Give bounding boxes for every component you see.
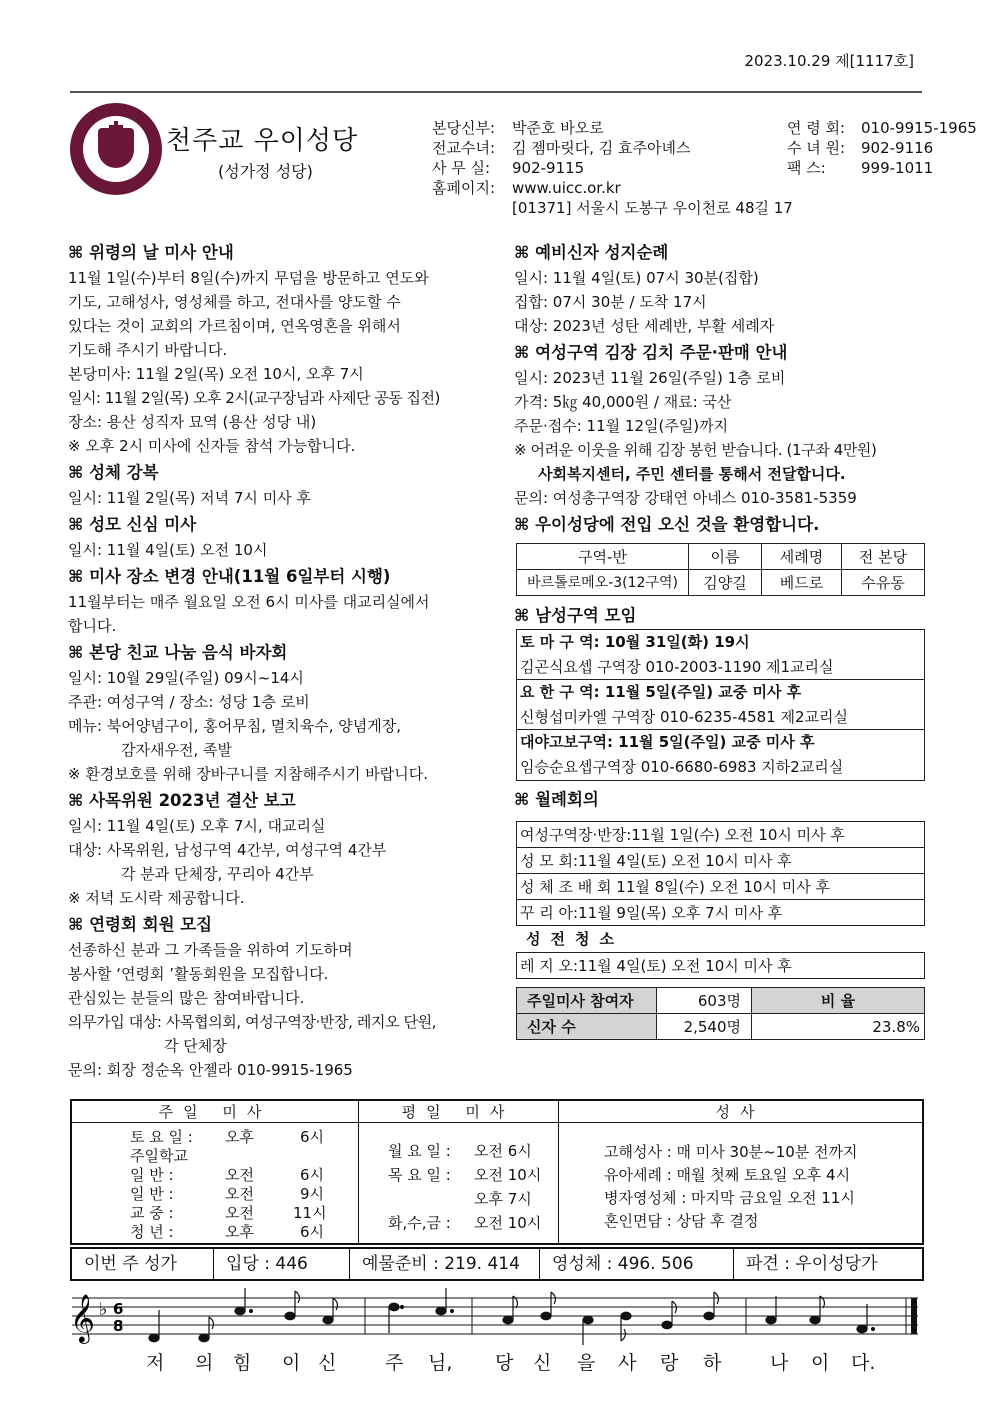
weekday-mass-list: 월 요 일 : 오전 6시 목 요 일 : 오전 10시 오후 7시 화,수,금 : 오전 10시 [388,1142,542,1232]
cleaning-table [516,952,925,979]
section-title: ⌘ 사목위원 2023년 결산 보고 [68,791,296,810]
section-mark-icon: ⌘ [68,791,90,810]
attendance-stats: 주일미사 참여자 603명 비 율 신자 수 2,540명 23.8% [516,987,925,1040]
svg-text:6: 6 [113,1300,124,1318]
section-mark-icon: ⌘ [514,790,536,809]
section-mark-icon: ⌘ [68,515,90,534]
svg-text:8: 8 [113,1317,124,1335]
sunday-mass-title: 주일 미사 [72,1101,358,1123]
treble-clef-icon: 𝄞 [70,1293,95,1342]
new-parishioner-table: 구역-반 이름 세례명 전 본당 바르톨로메오-3(12구역) 김양길 베드로 수유동 [516,543,925,596]
table-row: 레 지 오:11월 4일(토) 오전 10시 미사 후 [517,953,925,979]
left-column: ⌘ 위령의 날 미사 안내 11월 1일(수)부터 8일(수)까지 무덤을 방문하고 연도와 기도, 고해성사, 영성체를 하고, 전대사를 양도할 수 있다는 것이 교회의 가르침이며, 연옥영혼을 위해서 기도해 주시기 바랍니다. 본당미사: 11월 2일(목) 오전 10시, 오후 7시 일시: 11월 2일(목) 오후 2시(교구장님과 사제단 공동 집전) 장소: 용산 성직자 묘역 (용산 성당 내) ※ 오후 2시 미사에 신자들 참석 가능합니다. ⌘ 성체 강복 일시: 11월 2일(목) 저녁 7시 미사 후 ⌘ 성모 신심 미사 일시: 11월 4일(토) 오전 10시 ⌘ 미사 장소 변경 안내(11월 6일부터 시행) 11월부터는 매주 월요일 오전 6시 미사를 대교리실에서 합니다. ⌘ 본당 친교 나눔 음식 바자회 일시: 10월 29일(주일) 09시~14시 주관: 여성구역 / 장소: 성당 1층 로비 메뉴: 북어양념구이, 홍어무침, 멸치육수, 양념게장, 감자새우전, 족발 ※ 환경보호를 위해 장바구니를 지참해주시기 바랍니다. ⌘ 사목위원 2023년 결산 보고 일시: 11월 4일(토) 오후 7시, 대교리실 대상: 사목위원, 남성구역 4간부, 여성구역 4간부 각 분과 단체장, 꾸리아 4간부 ※ 저녁 도시락 제공합니다. ⌘ 연령회 회원 모집 선종하신 분과 그 가족들을 위하여 기도하며 봉사할 ‘연령회 ’활동회원을 모집합니다. 관심있는 분들의 많은 참여바랍니다. 의무가입 대상: 사목협의회, 여성구역장·반장, 레지오 단원, 각 단체장 문의: 회장 정순옥 안젤라 010-9915-1965 [68,238,482,1082]
hymn-offertory: 예물준비 : 219. 414 [350,1249,540,1279]
hymn-entrance: 입당 : 446 [214,1249,350,1279]
music-staff [68,1288,928,1398]
section-mark-icon: ⌘ [514,515,536,534]
section-title: ⌘ 우이성당에 전입 오신 것을 환영합니다. [514,515,820,534]
section-mark-icon: ⌘ [68,567,90,586]
mens-group-meetings: 토 마 구 역: 10월 31일(화) 19시 김곤식요셉 구역장 010-2003-1190 제1교리실 요 한 구 역: 11월 5일(주일) 교중 미사 후 신형섭미카엘 구역장 010-6235-4581 제2교리실 대야고보구역: 11월 5일(주일) 교중 미사 후 임승순요셉구역장 010-6680-6983 지하2교리실 [516,629,925,781]
section-title: ⌘ 성체 강복 [68,463,159,482]
info-row: 사 무 실: 902-9115 팩 스: 999-1011 [432,159,934,177]
issue-date: 2023.10.29 제[1117호] [744,52,914,70]
header-divider [70,91,922,93]
section-title: ⌘ 위령의 날 미사 안내 [68,243,234,262]
monthly-meetings-table [516,821,925,926]
mass-schedule [70,1099,924,1245]
parish-subtitle: (성가정 성당) [218,162,313,181]
parish-seal-logo [70,103,162,195]
hymns-bar [70,1247,924,1281]
section-mark-icon: ⌘ [68,643,90,662]
section-title: ⌘ 예비신자 성지순례 [514,243,669,262]
section-title: ⌘ 본당 친교 나눔 음식 바자회 [68,643,288,662]
sacraments-title: 성사 [558,1101,922,1123]
parish-title: 천주교 우이성당 [166,126,359,156]
homepage-link[interactable]: www.uicc.or.kr [512,179,621,197]
hymns-label: 이번 주 성가 [72,1249,214,1279]
section-title: ⌘ 연령회 회원 모집 [68,915,213,934]
cleaning-title: 성전청소 [526,930,624,948]
table-row: 성 체 조 배 회 11월 8일(수) 오전 10시 미사 후 [517,874,925,900]
sacraments-list: 고해성사 : 매 미사 30분~10분 전까지 유아세례 : 매월 첫째 토요일 오후 4시 병자영성체 : 마지막 금요일 오전 11시 혼인면담 : 상담 후 결정 [604,1143,858,1230]
section-title: ⌘ 월례회의 [514,790,599,809]
section-mark-icon: ⌘ [514,243,536,262]
table-row: 여성구역장·반장:11월 1일(수) 오전 10시 미사 후 [517,822,925,848]
section-mark-icon: ⌘ [514,343,536,362]
section-title: ⌘ 성모 신심 미사 [68,515,197,534]
section-mark-icon: ⌘ [68,243,90,262]
right-column: ⌘ 예비신자 성지순례 일시: 11월 4일(토) 07시 30분(집합) 집합: 07시 30분 / 도착 17시 대상: 2023년 성탄 세례반, 부활 세례자 ⌘ 여성구역 김장 김치 주문·판매 안내 일시: 2023년 11월 26일(주일) 1층 로비 가격: 5㎏ 40,000원 / 재료: 국산 주문·접수: 11월 12일(주일)까지 ※ 어려운 이웃을 위해 김장 봉헌 받습니다. (1구좌 4만원) 사회복지센터, 주민 센터를 통해서 전달합니다. 문의: 여성총구역장 강태연 아네스 010-3581-5359 ⌘ 우이성당에 전입 오신 것을 환영합니다. 구역-반 이름 세례명 전 본당 바르톨로메오-3(12구역) 김양길 베드로 수유동 ⌘ 남성구역 모임 토 마 구 역: 10월 31일(화) 19시 김곤식요셉 구역장 010-2003-1190 제1교리실 요 한 구 역: 11월 5일(주일) 교중 미사 후 신형섭미카엘 구역장 010-6235-4581 제2교리실 대야고보구역: 11월 5일(주일) 교중 미사 후 임승순요셉구역장 010-6680-6983 지하2교리실 ⌘ 월례회의 여성구역장·반장:11월 1일(수) 오전 10시 미사 후 성 모 회:11월 4일(토) 오전 10시 미사 후 성 체 조 배 회 11월 8일(수) 오전 10시 미사 후 꾸 리 아:11월 9일(목) 오후 7시 미사 후 성전청소 레 지 오:11월 4일(토) 오전 10시 미사 후 주일미사 참여자 603명 비 율 신자 수 2,540명 23.8% [514,238,926,1040]
section-title: ⌘ 남성구역 모임 [514,606,637,625]
info-address: [01371] 서울시 도봉구 우이천로 48길 17 [512,199,793,217]
hymn-recessional: 파견 : 우이성당가 [746,1254,878,1274]
section-title: ⌘ 여성구역 김장 김치 주문·판매 안내 [514,343,788,362]
hymn-communion: 영성체 : 496. 506 [540,1249,734,1279]
section-mark-icon: ⌘ [514,606,536,625]
section-title: ⌘ 미사 장소 변경 안내(11월 6일부터 시행) [68,567,391,586]
info-row: 본당신부: 박준호 바오로 연 령 회: 010-9915-1965 [432,119,977,137]
contact-info [432,118,977,218]
table-row: 바르톨로메오-3(12구역) 김양길 베드로 수유동 [517,570,925,596]
info-row: 전교수녀: 김 젬마릿다, 김 효주아녜스 수 녀 원: 902-9116 [432,139,934,157]
table-row: 성 모 회:11월 4일(토) 오전 10시 미사 후 [517,848,925,874]
info-row: 홈페이지: www.uicc.or.kr [432,178,977,198]
weekday-mass-title: 평일 미사 [358,1101,558,1123]
section-mark-icon: ⌘ [68,463,90,482]
flat-icon: ♭ [99,1299,108,1320]
table-row: 꾸 리 아:11월 9일(목) 오후 7시 미사 후 [517,900,925,926]
section-mark-icon: ⌘ [68,915,90,934]
sunday-mass-list: 토 요 일 : 오후 6시 주일학교 일 반 : 오전 6시 일 반 : 오전 9시 교 중 : 오전 11시 청 년 : 오후 6시 [130,1128,327,1241]
